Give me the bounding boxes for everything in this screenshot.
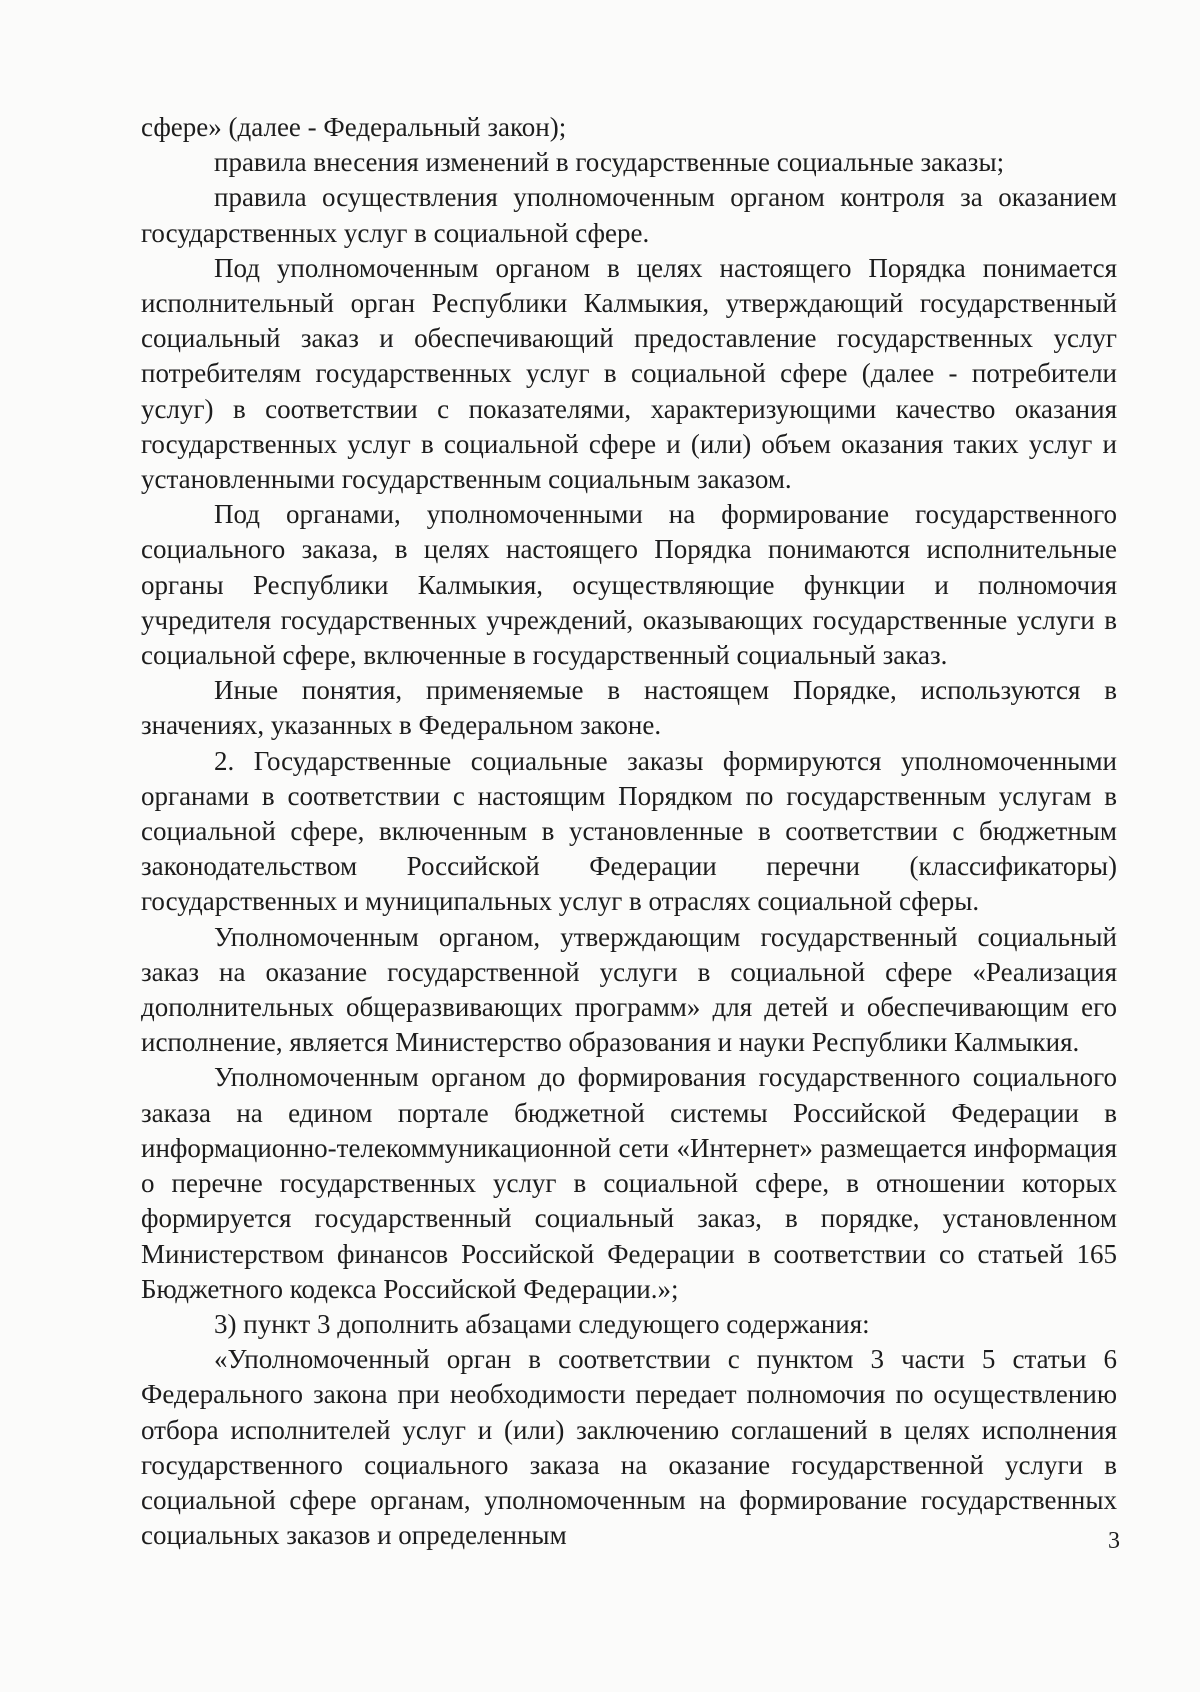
paragraph: «Уполномоченный орган в соответствии с пунктом 3 части 5 статьи 6 Федерального закона при необходимости передает полномочия по осуществлению отбора исполнителей услуг и (или) заключению соглашений в целях исполнения государственного социального заказа на оказание государственной услуги в социальной сфере органам, уполномоченным на формирование государственных социальных заказов и определенным (141, 1344, 1117, 1551)
paragraph: 3) пункт 3 дополнить абзацами следующего содержания: (214, 1308, 870, 1339)
document-body (141, 110, 1117, 1553)
page-number: 3 (1108, 1528, 1120, 1554)
paragraph: Уполномоченным органом, утверждающим государственный социальный заказ на оказание государственной услуги в социальной сфере «Реализация дополнительных общеразвивающих программ» для детей и обеспечивающим его исполнение, является Министерство образования и науки Республики Калмыкия. (141, 921, 1117, 1058)
paragraph: Под органами, уполномоченными на формирование государственного социального заказа, в целях настоящего Порядка понимаются исполнительные органы Республики Калмыкия, осуществляющие функции и полномочия учредителя государственных учреждений, оказывающих государственные услуги в социальной сфере, включенные в государственный социальный заказ. (141, 499, 1117, 671)
paragraph: Иные понятия, применяемые в настоящем Порядке, используются в значениях, указанных в Федеральном законе. (141, 675, 1117, 741)
paragraph: 2. Государственные социальные заказы формируются уполномоченными органами в соответствии с настоящим Порядком по государственным услугам в социальной сфере, включенным в установленные в соответствии с бюджетным законодательством Российской Федерации перечни (классификаторы) государственных и муниципальных услуг в отраслях социальной сферы. (141, 745, 1117, 917)
paragraph: правила внесения изменений в государственные социальные заказы; (214, 147, 1005, 178)
paragraph: Уполномоченным органом до формирования государственного социального заказа на едином портале бюджетной системы Российской Федерации в информационно-телекоммуникационной сети «Интернет» размещается информация о перечне государственных услуг в социальной сфере, в отношении которых формируется государственный социальный заказ, в порядке, установленном Министерством финансов Российской Федерации в соответствии со статьей 165 Бюджетного кодекса Российской Федерации.»; (141, 1062, 1117, 1304)
paragraph: Под уполномоченным органом в целях настоящего Порядка понимается исполнительный орган Республики Калмыкия, утверждающий государственный социальный заказ и обеспечивающий предоставление государственных услуг потребителям государственных услуг в социальной сфере (далее - потребители услуг) в соответствии с показателями, характеризующими качество оказания государственных услуг в социальной сфере и (или) объем оказания таких услуг и установленными государственным социальным заказом. (141, 252, 1117, 495)
paragraph-continuation: сфере» (далее - Федеральный закон); (141, 112, 567, 142)
paragraph: правила осуществления уполномоченным органом контроля за оказанием государственных услуг в социальной сфере. (141, 182, 1117, 248)
